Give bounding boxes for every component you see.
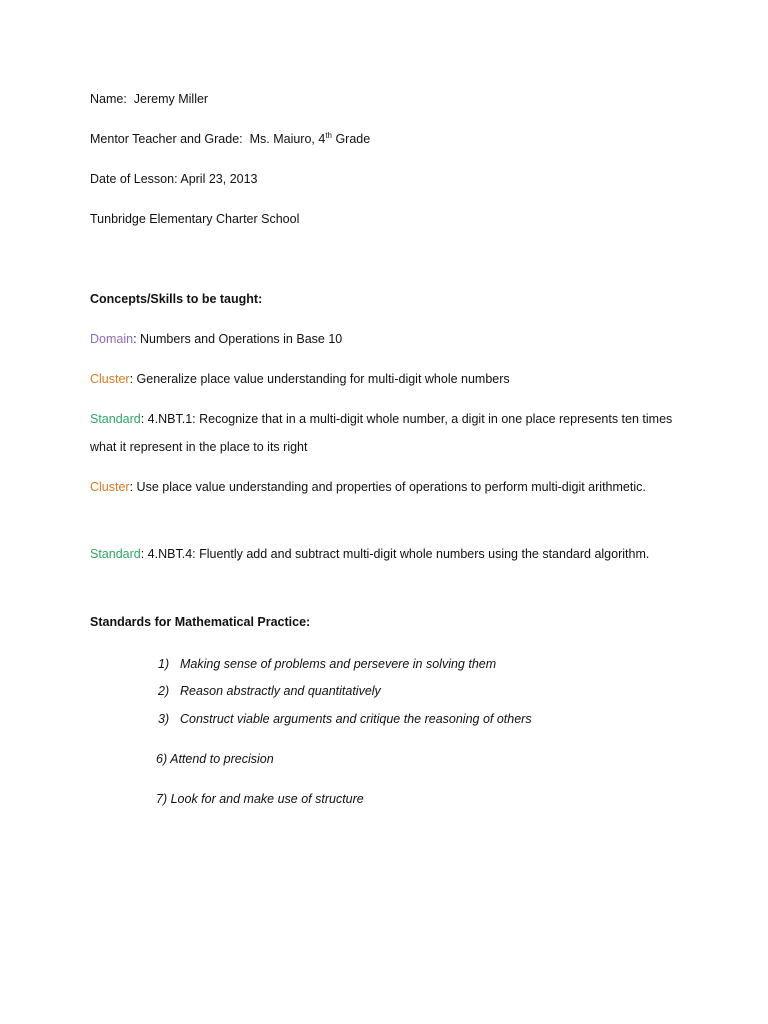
practice-item-3 [158,709,532,729]
date-label: Date of Lesson: [90,172,178,186]
domain-text: : Numbers and Operations in Base 10 [133,332,343,346]
domain-line [90,326,690,354]
practice-text-2: Reason abstractly and quantitatively [180,684,381,698]
practice-item-7: 7) Look for and make use of structure [156,792,364,806]
practices-heading: Standards for Mathematical Practice: [90,615,311,629]
practice-num-2: 2) [158,684,170,698]
cluster-text-2: : Use place value understanding and properties of operations to perform multi-digit arithmetic. [129,480,646,494]
cluster-label-1: Cluster [90,372,130,386]
standard-code-1: : 4.NBT.1: [140,412,200,426]
practice-item-1 [158,654,496,674]
practice-num-1: 1) [158,657,170,671]
date-line [90,166,690,194]
standard-line-2 [90,541,690,569]
standard-text-1: Recognize that in a multi-digit whole number, a digit in one place represents ten times what it represent in the place to its right [90,412,673,454]
date-value: April 23, 2013 [180,172,258,186]
standard-text-2: Fluently add and subtract multi-digit whole numbers using the standard algorithm. [199,547,650,561]
name-line [90,86,690,114]
name-label: Name: [90,92,127,106]
cluster-label-2: Cluster [90,480,130,494]
practice-item-6: 6) Attend to precision [156,752,274,766]
standard-label-1: Standard [90,412,141,426]
mentor-value-sup: th [325,130,332,140]
standard-label-2: Standard [90,547,141,561]
concepts-heading: Concepts/Skills to be taught: [90,292,263,306]
practice-text-1: Making sense of problems and persevere in solving them [180,657,497,671]
practice-item-2 [158,681,381,701]
cluster-text-1: : Generalize place value understanding for multi-digit whole numbers [129,372,510,386]
cluster-line-1 [90,366,690,394]
practice-num-3: 3) [158,712,170,726]
cluster-line-2 [90,474,690,502]
practice-text-3: Construct viable arguments and critique the reasoning of others [180,712,532,726]
standard-code-2: : 4.NBT.4: [140,547,200,561]
school-name: Tunbridge Elementary Charter School [90,212,300,226]
mentor-value-suffix: Grade [331,132,371,146]
name-value: Jeremy Miller [133,92,209,106]
domain-label: Domain [90,332,134,346]
standard-line-1 [90,406,690,461]
mentor-label: Mentor Teacher and Grade: [90,132,243,146]
mentor-line [90,126,690,154]
mentor-value-prefix: Ms. Maiuro, 4 [249,132,326,146]
